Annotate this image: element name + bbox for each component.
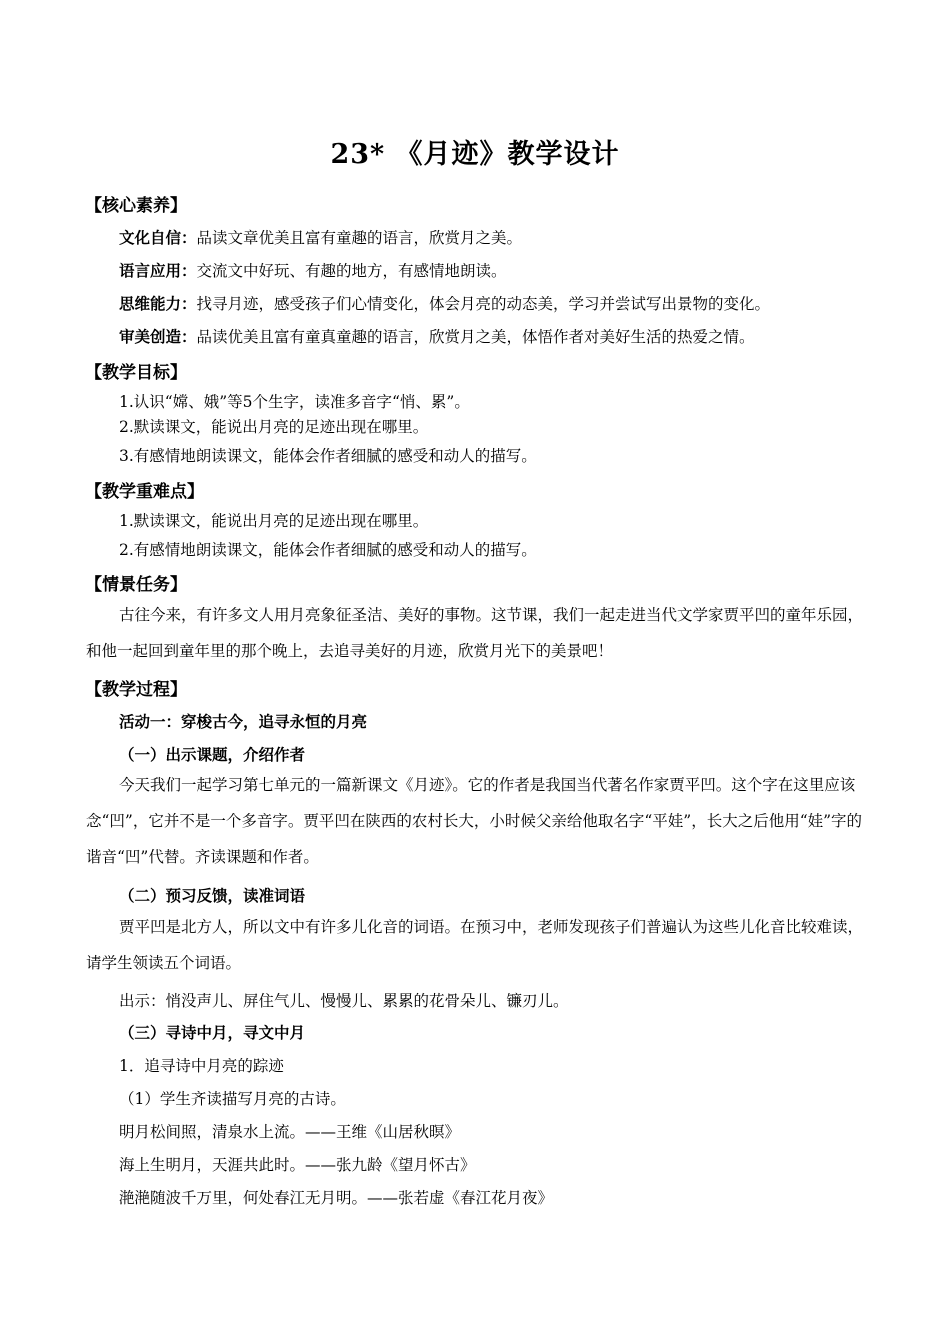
- body-line: 1．追寻诗中月亮的踪迹: [119, 1057, 284, 1075]
- body-line: （1）学生齐读描写月亮的古诗。: [119, 1090, 346, 1108]
- heading-process: 【教学过程】: [85, 680, 187, 700]
- heading-core: 【核心素养】: [85, 196, 187, 216]
- section-title: （一）出示课题，介绍作者: [119, 745, 306, 764]
- body-paragraph: 贾平凹是北方人，所以文中有许多儿化音的词语。在预习中，老师发现孩子们普遍认为这些儿化音比较难读，请学生领读五个词语。: [86, 918, 864, 972]
- core-item-label: 文化自信：: [119, 228, 197, 247]
- goal-item: 1.认识“嫦、娥”等5个生字，读准多音字“悄、累”。: [119, 393, 470, 411]
- poem-line: 滟滟随波千万里，何处春江无月明。——张若虚《春江花月夜》: [119, 1189, 554, 1207]
- heading-keypoints: 【教学重难点】: [85, 482, 204, 502]
- section-title: （三）寻诗中月，寻文中月: [119, 1023, 306, 1042]
- core-item-1: [119, 226, 522, 248]
- core-item-label: 语言应用：: [119, 261, 197, 280]
- heading-scenario: 【情景任务】: [85, 575, 187, 595]
- core-item-label: 思维能力：: [119, 294, 197, 313]
- keypoint-item: 2.有感情地朗读课文，能体会作者细腻的感受和动人的描写。: [119, 541, 537, 559]
- core-item-text: 品读文章优美且富有童趣的语言，欣赏月之美。: [196, 229, 523, 247]
- goal-item: 2.默读课文，能说出月亮的足迹出现在哪里。: [119, 418, 429, 436]
- section-title: （二）预习反馈，读准词语: [119, 886, 306, 905]
- core-item-3: [119, 292, 770, 314]
- activity-title: 活动一：穿梭古今，追寻永恒的月亮: [119, 712, 368, 731]
- core-item-4: [119, 325, 755, 347]
- page-title: 23* 《月迹》教学设计: [330, 139, 620, 170]
- core-item-text: 找寻月迹，感受孩子们心情变化，体会月亮的动态美，学习并尝试写出景物的变化。: [196, 295, 771, 313]
- core-item-text: 交流文中好玩、有趣的地方，有感情地朗读。: [196, 262, 507, 280]
- poem-line: 明月松间照，清泉水上流。——王维《山居秋暝》: [119, 1123, 461, 1141]
- body-line: 出示：悄没声儿、屏住气儿、慢慢儿、累累的花骨朵儿、镰刃儿。: [119, 992, 569, 1010]
- scenario-paragraph: 古往今来，有许多文人用月亮象征圣洁、美好的事物。这节课，我们一起走进当代文学家贾平凹的童年乐园，和他一起回到童年里的那个晚上，去追寻美好的月迹，欣赏月光下的美景吧！: [86, 606, 864, 660]
- core-item-text: 品读优美且富有童真童趣的语言，欣赏月之美，体悟作者对美好生活的热爱之情。: [196, 328, 755, 346]
- core-item-2: [119, 259, 507, 281]
- poem-line: 海上生明月，天涯共此时。——张九龄《望月怀古》: [119, 1156, 476, 1174]
- body-paragraph: 今天我们一起学习第七单元的一篇新课文《月迹》。它的作者是我国当代著名作家贾平凹。这个字在这里应该念“凹”，它并不是一个多音字。贾平凹在陕西的农村长大，小时候父亲给他取名字“平娃”，长大之后他用“娃”字的谐音“凹”代替。齐读课题和作者。: [86, 776, 863, 866]
- core-item-label: 审美创造：: [119, 327, 197, 346]
- heading-goals: 【教学目标】: [85, 363, 187, 383]
- keypoint-item: 1.默读课文，能说出月亮的足迹出现在哪里。: [119, 512, 429, 530]
- goal-item: 3.有感情地朗读课文，能体会作者细腻的感受和动人的描写。: [119, 447, 537, 465]
